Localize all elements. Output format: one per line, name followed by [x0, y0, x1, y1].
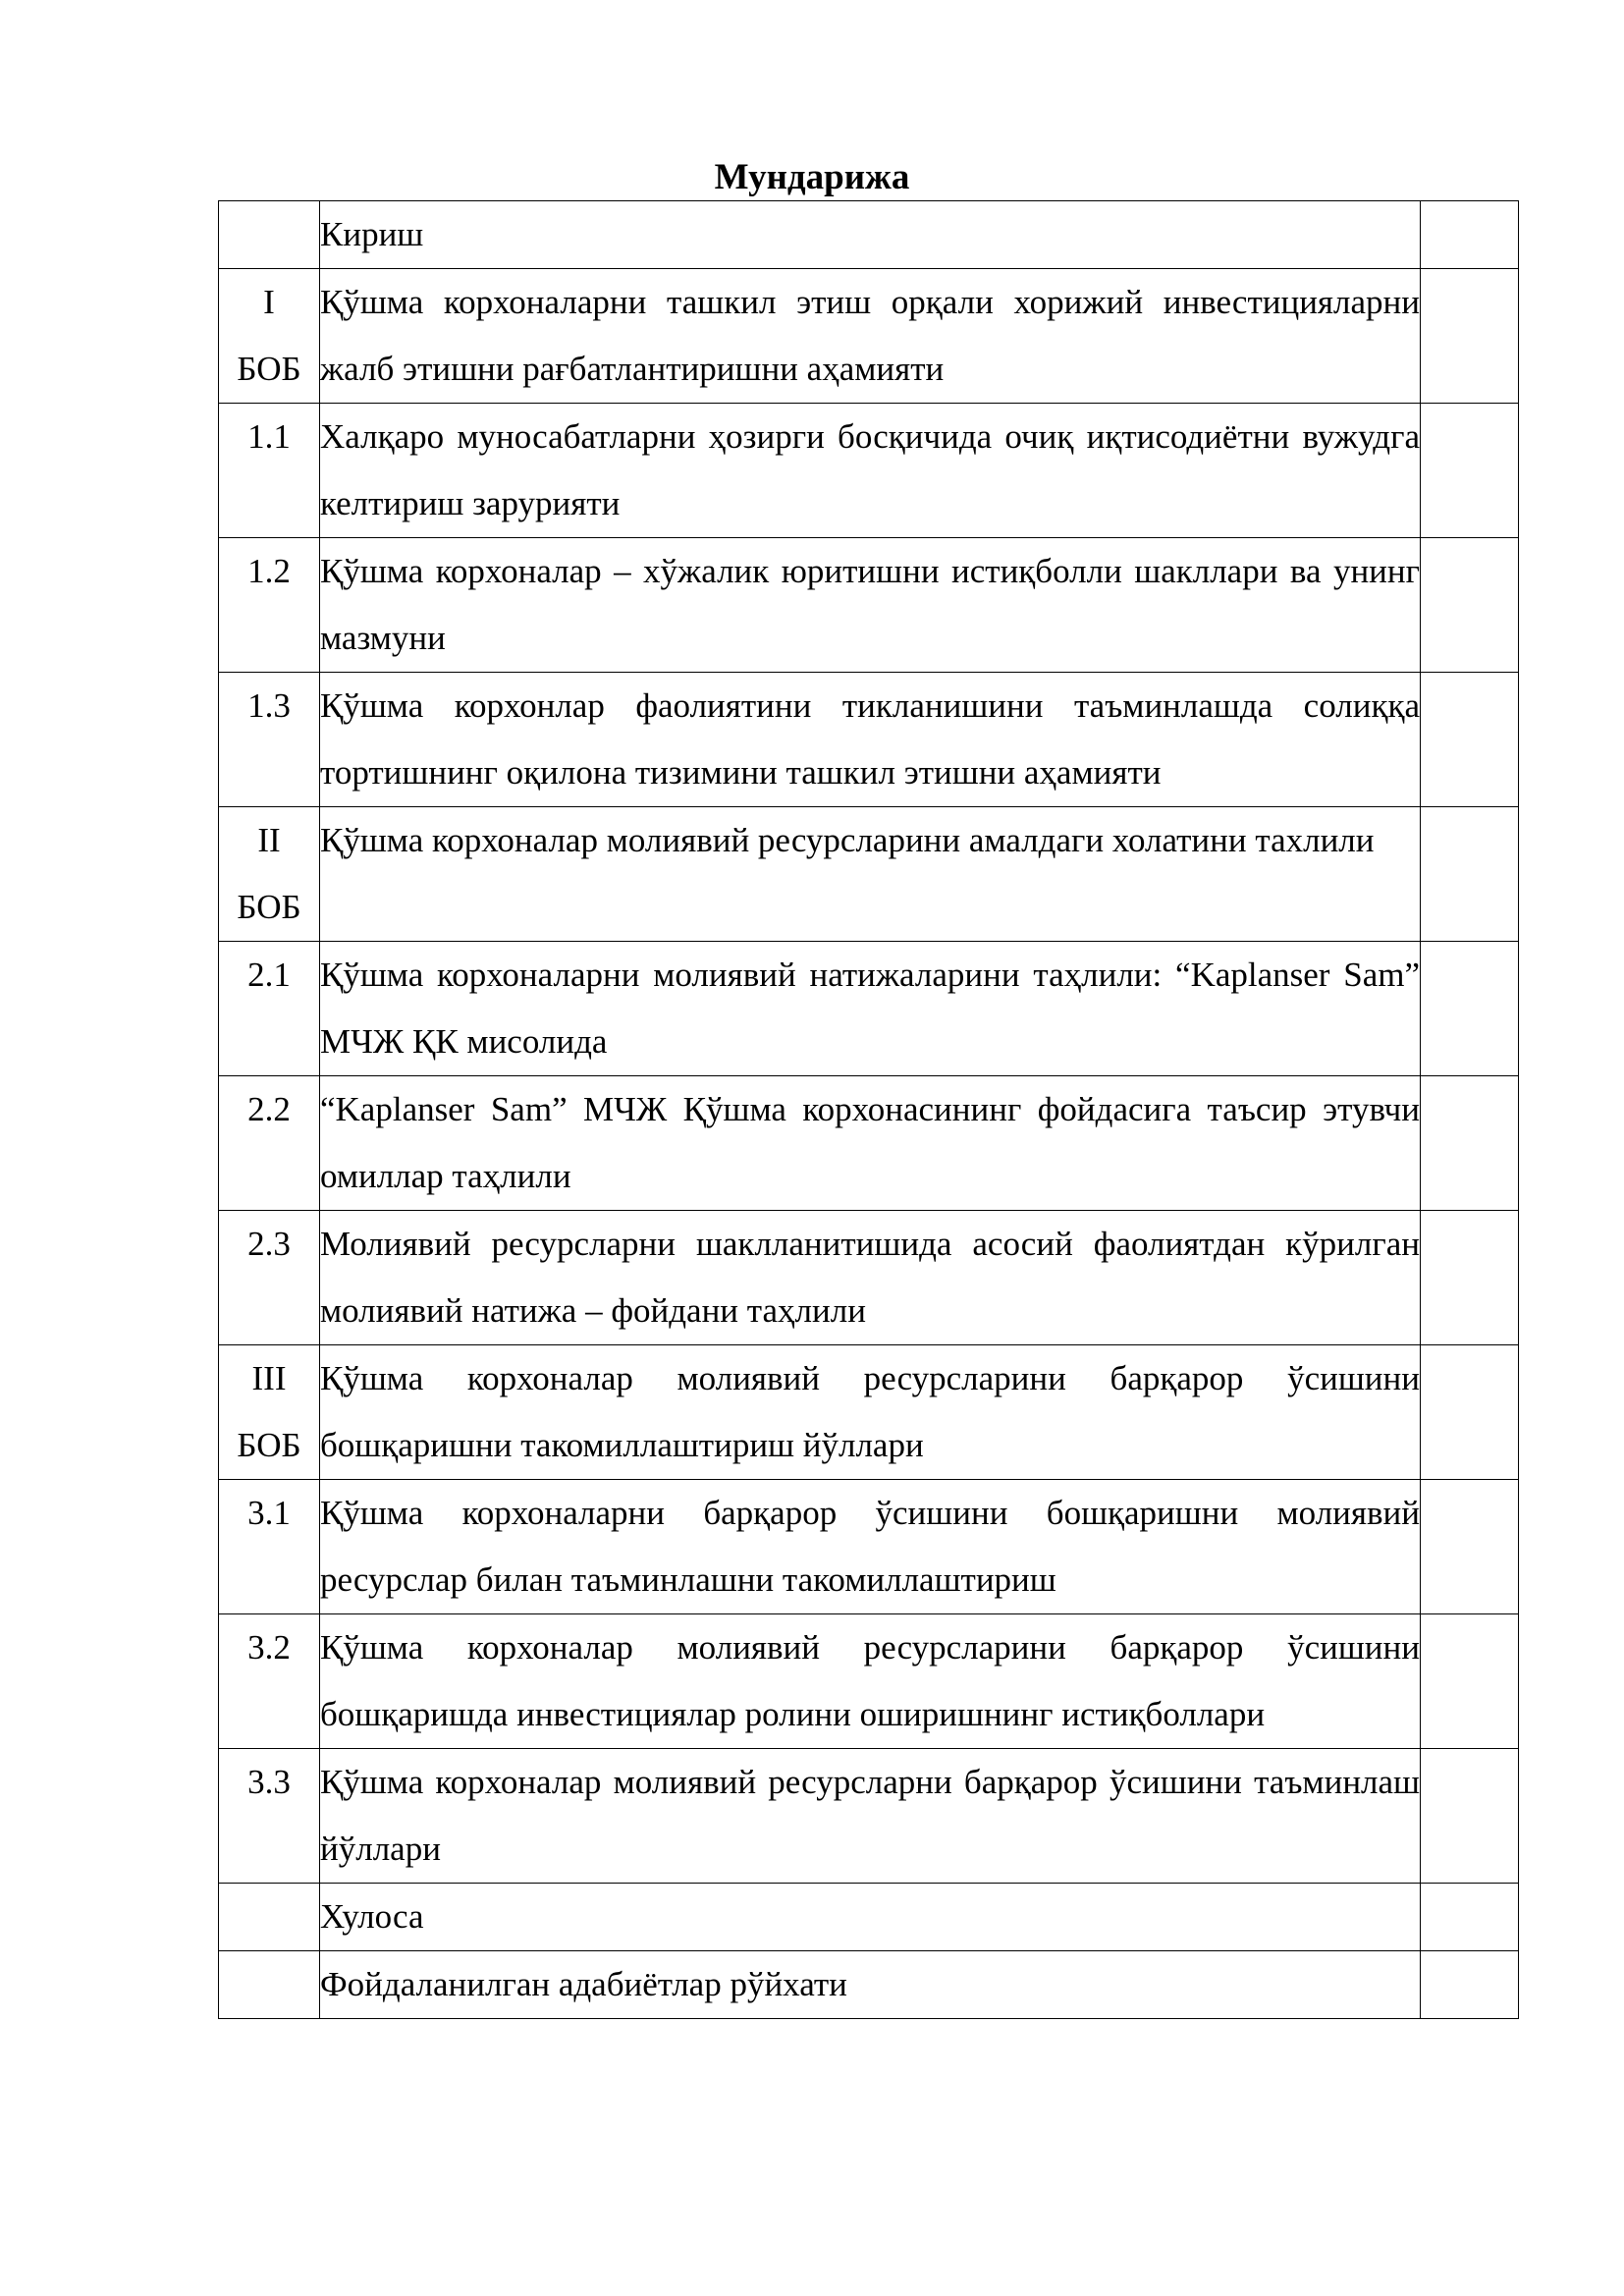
- toc-page-cell: [1421, 1614, 1519, 1749]
- toc-number-cell: [219, 673, 320, 807]
- toc-row-chapter-1: [219, 269, 1519, 404]
- table-of-contents: [218, 200, 1519, 2019]
- toc-number: 1.3: [247, 686, 291, 725]
- toc-page-cell: [1421, 201, 1519, 269]
- toc-number: 1.1: [247, 417, 291, 456]
- toc-title-cell: Қўшма корхоналар молиявий ресурсларни барқарор ўсишини таъминлаш йўллари: [320, 1749, 1421, 1884]
- toc-page-cell: [1421, 1211, 1519, 1345]
- toc-title-cell: Қўшма корхоналар молиявий ресурсларини амалдаги холатини тахлили: [320, 807, 1421, 942]
- toc-number: I: [263, 283, 275, 321]
- page-title: Мундарижа: [714, 157, 910, 197]
- toc-number-label: БОБ: [237, 888, 301, 926]
- toc-number-cell: [219, 1884, 320, 1951]
- toc-number: 2.1: [247, 956, 291, 994]
- toc-number: 2.2: [247, 1090, 291, 1128]
- toc-page-cell: [1421, 807, 1519, 942]
- toc-title-cell: Қўшма корхоналарни ташкил этиш орқали хорижий инвестицияларни жалб этишни рағбатлантиришни аҳамияти: [320, 269, 1421, 404]
- toc-row-2-3: [219, 1211, 1519, 1345]
- toc-title-cell: Хулоса: [320, 1884, 1421, 1951]
- toc-title-cell: Фойдаланилган адабиётлар рўйхати: [320, 1951, 1421, 2019]
- toc-number: 3.2: [247, 1628, 291, 1667]
- toc-number: 1.2: [247, 552, 291, 590]
- toc-row-3-1: [219, 1480, 1519, 1614]
- toc-number-cell: [219, 1480, 320, 1614]
- toc-number-cell: [219, 807, 320, 942]
- toc-row-1-1: [219, 404, 1519, 538]
- toc-page-cell: [1421, 942, 1519, 1076]
- toc-number: 3.1: [247, 1494, 291, 1532]
- toc-number: II: [257, 821, 281, 859]
- toc-page-cell: [1421, 673, 1519, 807]
- toc-page-cell: [1421, 1480, 1519, 1614]
- toc-row-3-3: [219, 1749, 1519, 1884]
- toc-page-cell: [1421, 1076, 1519, 1211]
- toc-number-cell: [219, 269, 320, 404]
- toc-number-cell: [219, 942, 320, 1076]
- toc-number-cell: [219, 201, 320, 269]
- toc-number-label: БОБ: [237, 350, 301, 388]
- toc-title-cell: Қўшма корхоналар – хўжалик юритишни истиқболли шакллари ва унинг мазмуни: [320, 538, 1421, 673]
- toc-number: III: [251, 1359, 287, 1397]
- toc-title-cell: Молиявий ресурсларни шаклланитишида асосий фаолиятдан кўрилган молиявий натижа – фойдани таҳлили: [320, 1211, 1421, 1345]
- toc-page-cell: [1421, 1884, 1519, 1951]
- toc-page-cell: [1421, 269, 1519, 404]
- toc-number-cell: [219, 1614, 320, 1749]
- toc-row-introduction: [219, 201, 1519, 269]
- toc-row-chapter-2: [219, 807, 1519, 942]
- toc-row-conclusion: [219, 1884, 1519, 1951]
- toc-row-2-2: [219, 1076, 1519, 1211]
- toc-number-cell: [219, 1211, 320, 1345]
- toc-title-cell: Кириш: [320, 201, 1421, 269]
- toc-row-2-1: [219, 942, 1519, 1076]
- toc-number-label: БОБ: [237, 1426, 301, 1464]
- toc-number-cell: [219, 404, 320, 538]
- toc-row-1-2: [219, 538, 1519, 673]
- toc-row-chapter-3: [219, 1345, 1519, 1480]
- toc-number: 3.3: [247, 1763, 291, 1801]
- toc-title-cell: “Kaplanser Sam” МЧЖ Қўшма корхонасининг фойдасига таъсир этувчи омиллар таҳлили: [320, 1076, 1421, 1211]
- toc-title-cell: Қўшма корхоналарни барқарор ўсишини бошқаришни молиявий ресурслар билан таъминлашни такомиллаштириш: [320, 1480, 1421, 1614]
- toc-title-cell: Қўшма корхоналар молиявий ресурсларини барқарор ўсишини бошқаришда инвестициялар ролини оширишнинг истиқболлари: [320, 1614, 1421, 1749]
- toc-row-3-2: [219, 1614, 1519, 1749]
- toc-row-1-3: [219, 673, 1519, 807]
- toc-number-cell: [219, 538, 320, 673]
- toc-number-cell: [219, 1951, 320, 2019]
- toc-page-cell: [1421, 1749, 1519, 1884]
- toc-title-cell: Қўшма корхоналарни молиявий натижаларини таҳлили: “Kaplanser Sam” МЧЖ ҚК мисолида: [320, 942, 1421, 1076]
- toc-title-cell: Халқаро муносабатларни ҳозирги босқичида очиқ иқтисодиётни вужудга келтириш зарурияти: [320, 404, 1421, 538]
- toc-number: 2.3: [247, 1225, 291, 1263]
- toc-number-cell: [219, 1076, 320, 1211]
- toc-title-cell: Қўшма корхонлар фаолиятини тикланишини таъминлашда солиққа тортишнинг оқилона тизимини ташкил этишни аҳамияти: [320, 673, 1421, 807]
- toc-row-bibliography: [219, 1951, 1519, 2019]
- toc-page-cell: [1421, 1951, 1519, 2019]
- toc-number-cell: [219, 1749, 320, 1884]
- toc-number-cell: [219, 1345, 320, 1480]
- toc-page-cell: [1421, 404, 1519, 538]
- toc-page-cell: [1421, 1345, 1519, 1480]
- toc-title-cell: Қўшма корхоналар молиявий ресурсларини барқарор ўсишини бошқаришни такомиллаштириш йўллари: [320, 1345, 1421, 1480]
- toc-page-cell: [1421, 538, 1519, 673]
